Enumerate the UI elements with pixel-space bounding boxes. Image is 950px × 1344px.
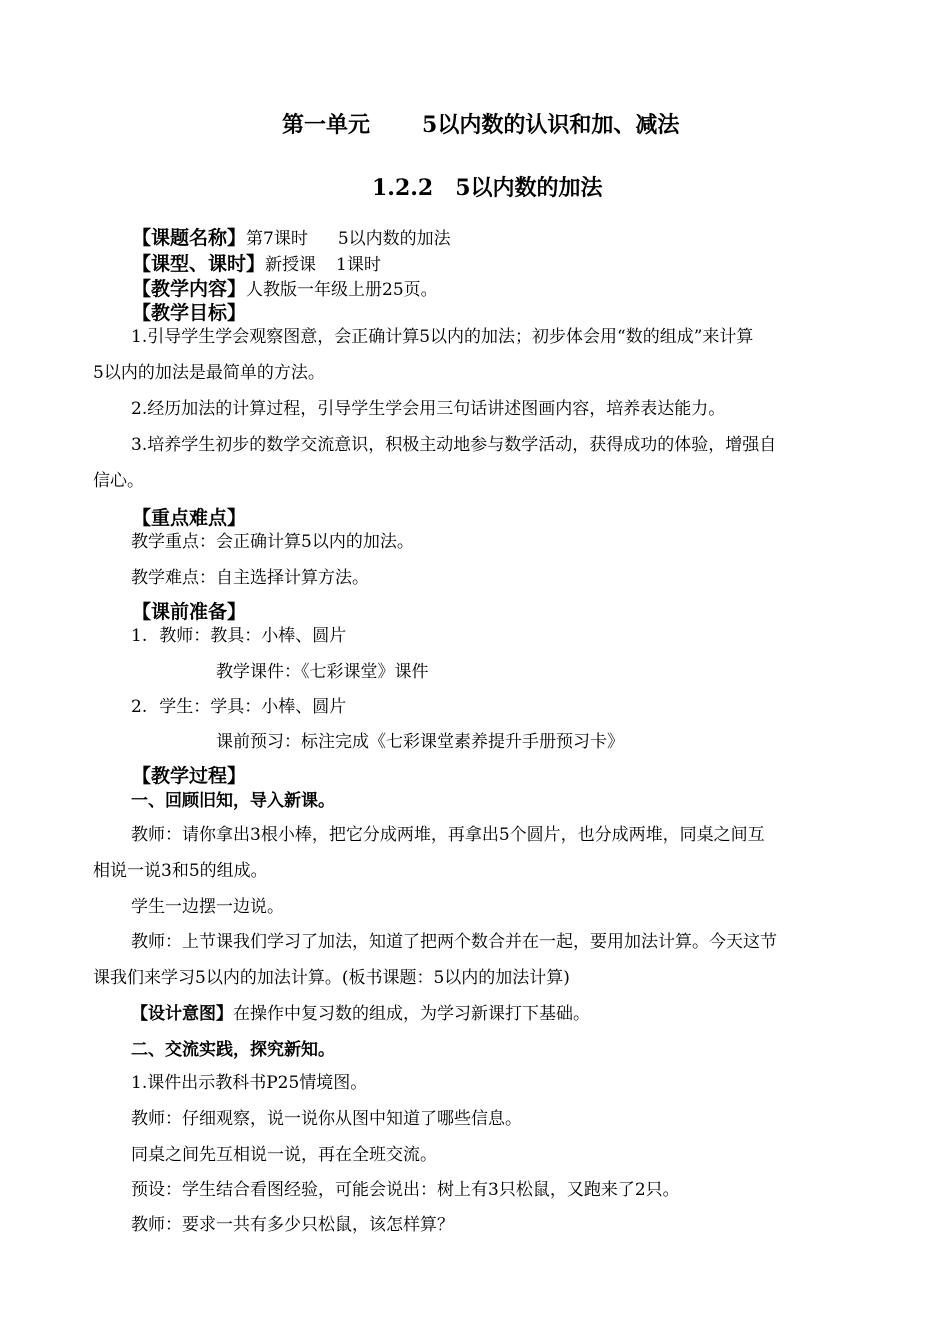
process-p3-line-2: 课我们来学习5以内的加法计算。(板书课题：5以内的加法计算) [93,968,570,988]
unit-title [282,111,679,139]
process-q2: 教师：仔细观察，说一说你从图中知道了哪些信息。 [131,1109,522,1129]
prep-heading: 【课前准备】 [132,601,247,623]
goal-2: 2.经历加法的计算过程，引导学生学会用三句话讲述图画内容，培养表达能力。 [131,399,726,419]
lesson-name: 5以内数的加法 [455,175,603,201]
lesson-content-row [132,278,438,301]
unit-title-subject: 5以内数的认识和加、减法 [422,112,680,138]
prep-teacher-number: 1. [131,626,148,646]
design-intent-text: 在操作中复习数的组成，为学习新课打下基础。 [233,1004,590,1024]
process-q1: 1.课件出示教科书P25情境图。 [131,1073,368,1093]
lesson-type-label: 【课型、课时】 [132,253,266,275]
section-1-heading: 一、回顾旧知，导入新课。 [131,791,335,811]
key-difficulty: 教学难点：自主选择计算方法。 [131,568,369,588]
design-intent [131,1003,590,1025]
lesson-content-value: 人教版一年级上册25页。 [246,280,438,300]
lesson-number: 1.2.2 [372,175,434,201]
prep-teacher [131,625,346,647]
process-q4: 预设：学生结合看图经验，可能会说出：树上有3只松鼠，又跑来了2只。 [131,1180,680,1200]
lesson-title [372,174,603,202]
lesson-name-row [132,227,451,250]
design-intent-label: 【设计意图】 [131,1004,233,1024]
prep-student [131,696,346,718]
process-q3: 同桌之间先互相说一说，再在全班交流。 [131,1145,437,1165]
section-2-heading: 二、交流实践，探究新知。 [131,1040,335,1060]
goal-3-line-2: 信心。 [93,471,144,491]
lesson-type-row [132,253,381,276]
lesson-hours: 1课时 [336,255,381,275]
prep-teacher-courseware: 教学课件：《七彩课堂》课件 [216,662,429,682]
key-points-heading: 【重点难点】 [132,507,247,529]
process-p2: 学生一边摆一边说。 [131,897,284,917]
lesson-topic: 5以内数的加法 [337,229,451,249]
unit-title-label: 第一单元 [282,112,371,138]
process-p1-line-1: 教师：请你拿出3根小棒，把它分成两堆，再拿出5个圆片，也分成两堆，同桌之间互 [131,825,765,845]
goal-1-line-2: 5以内的加法是最简单的方法。 [93,363,325,383]
lesson-name-label: 【课题名称】 [132,227,247,249]
goals-heading: 【教学目标】 [132,302,247,324]
process-p1-line-2: 相说一说3和5的组成。 [93,861,268,881]
prep-student-number: 2. [131,697,148,717]
goal-1-line-1: 1.引导学生学会观察图意，会正确计算5以内的加法；初步体会用“数的组成”来计算 [131,327,754,347]
prep-student-preview: 课前预习：标注完成《七彩课堂素养提升手册预习卡》 [216,732,624,752]
goal-3-line-1: 3.培养学生初步的数学交流意识，积极主动地参与数学活动，获得成功的体验，增强自 [131,435,777,455]
lesson-content-label: 【教学内容】 [132,278,247,300]
lesson-type-value: 新授课 [265,255,317,275]
process-p3-line-1: 教师：上节课我们学习了加法，知道了把两个数合并在一起，要用加法计算。今天这节 [131,932,777,952]
prep-student-tools: 学生：学具：小棒、圆片 [159,697,347,717]
lesson-period: 第7课时 [246,229,308,249]
key-focus: 教学重点：会正确计算5以内的加法。 [131,532,414,552]
process-q5: 教师：要求一共有多少只松鼠，该怎样算？ [131,1215,454,1235]
prep-teacher-tools: 教师：教具：小棒、圆片 [159,626,347,646]
process-heading: 【教学过程】 [132,765,247,787]
